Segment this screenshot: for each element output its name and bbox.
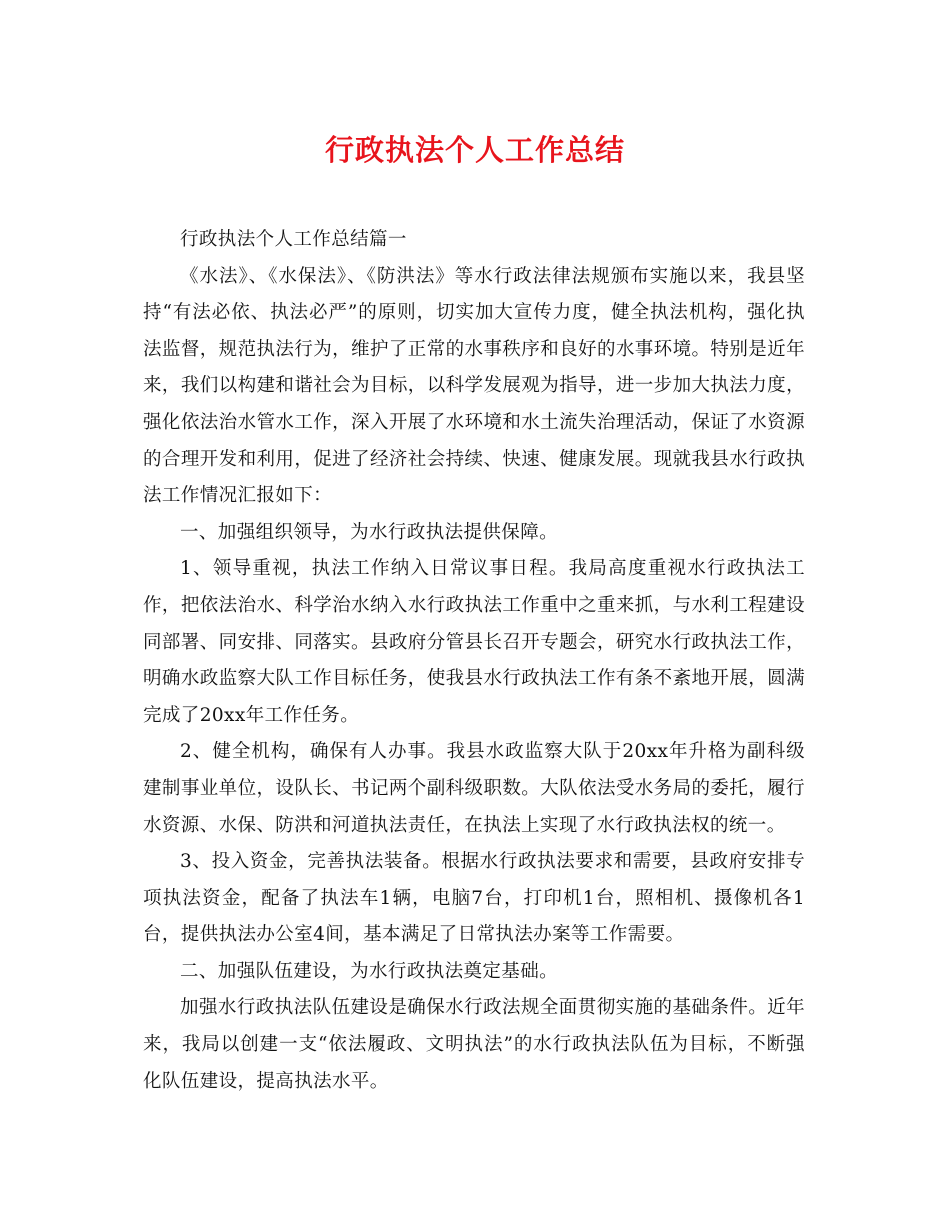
paragraph-heading: 行政执法个人工作总结篇一 (180, 229, 407, 250)
paragraph-item-1: 1、领导重视，执法工作纳入日常议事日程。我局高度重视水行政执法工作，把依法治水、科学治水纳入水行政执法工作重中之重来抓，与水利工程建设同部署、同安排、同落实。县政府分管县长召开专题会，研究水行政执法工作，明确水政监察大队工作目标任务，使我县水行政执法工作有条不紊地开展，圆满完成了20xx年工作任务。 (143, 558, 805, 726)
paragraph-item-2: 2、健全机构，确保有人办事。我县水政监察大队于20xx年升格为副科级建制事业单位，设队长、书记两个副科级职数。大队依法受水务局的委托，履行水资源、水保、防洪和河道执法责任，在执法上实现了水行政执法权的统一。 (143, 741, 805, 836)
document-title: 行政执法个人工作总结 (324, 133, 625, 167)
paragraph-item-3: 3、投入资金，完善执法装备。根据水行政执法要求和需要，县政府安排专项执法资金，配备了执法车1辆，电脑7台，打印机1台，照相机、摄像机各1台，提供执法办公室4间，基本满足了日常执法办案等工作需要。 (143, 851, 805, 946)
section-heading-1: 一、加强组织领导，为水行政执法提供保障。 (180, 521, 559, 543)
section-heading-2: 二、加强队伍建设，为水行政执法奠定基础。 (180, 960, 559, 982)
paragraph-team: 加强水行政执法队伍建设是确保水行政法规全面贯彻实施的基础条件。近年来，我局以创建一支“依法履政、文明执法”的水行政执法队伍为目标，不断强化队伍建设，提高执法水平。 (143, 997, 805, 1092)
paragraph-intro: 《水法》、《水保法》、《防洪法》等水行政法律法规颁布实施以来，我县坚持“有法必依、执法必严”的原则，切实加大宣传力度，健全执法机构，强化执法监督，规范执法行为，维护了正常的水事秩序和良好的水事环境。特别是近年来，我们以构建和谐社会为目标，以科学发展观为指导，进一步加大执法力度，强化依法治水管水工作，深入开展了水环境和水土流失治理活动，保证了水资源的合理开发和利用，促进了经济社会持续、快速、健康发展。现就我县水行政执法工作情况汇报如下： (143, 265, 805, 507)
document-body (143, 222, 805, 1100)
